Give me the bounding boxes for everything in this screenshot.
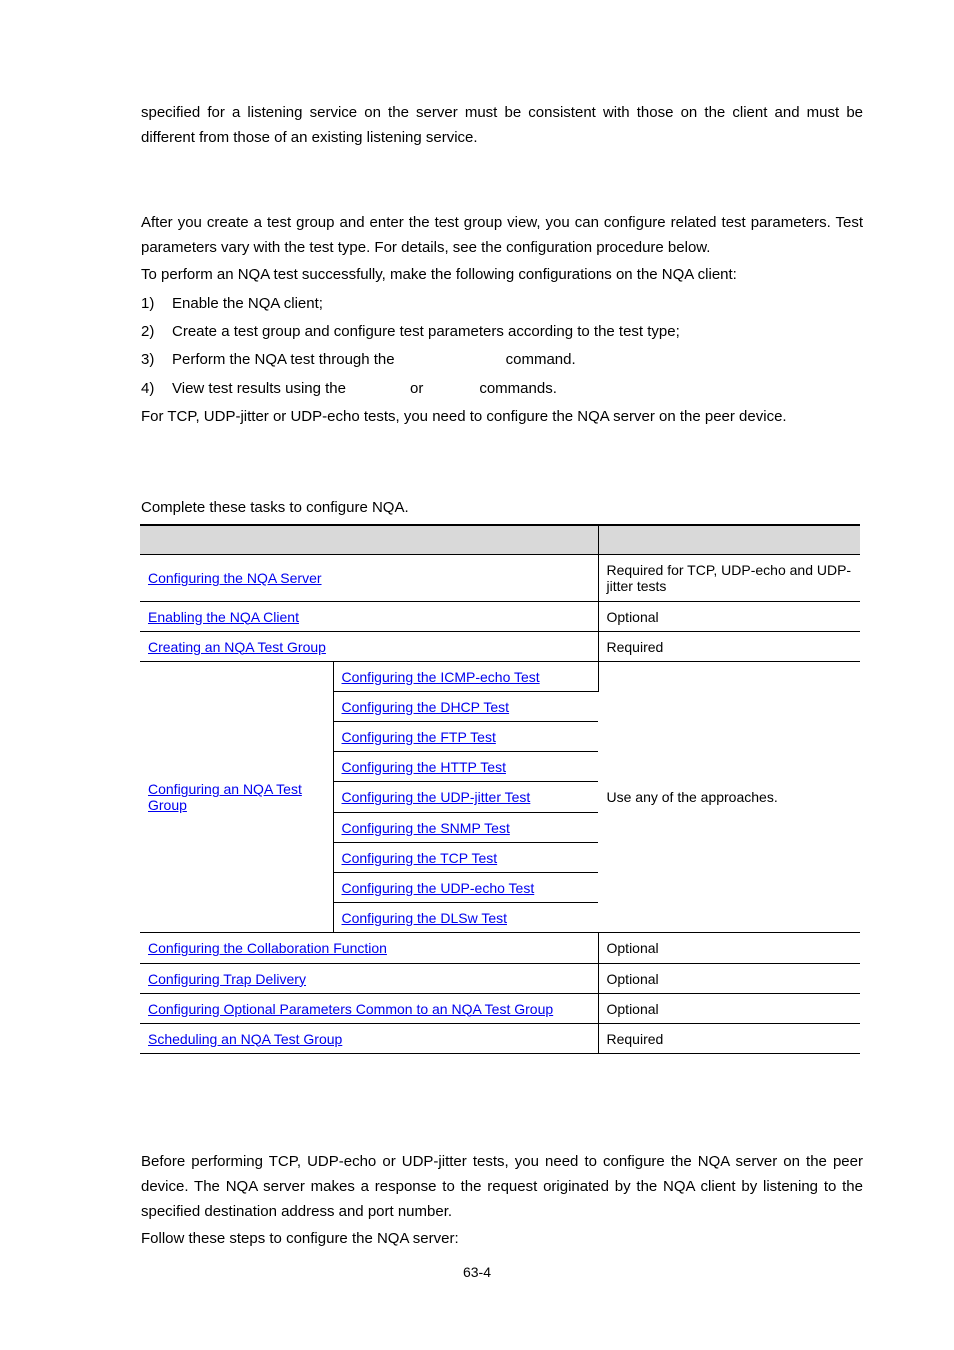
- table-row: [140, 994, 860, 1024]
- link-http-test[interactable]: Configuring the HTTP Test: [341, 758, 506, 775]
- link-optional-parameters[interactable]: Configuring Optional Parameters Common to an NQA Test Group: [148, 1000, 554, 1017]
- table-row: [140, 964, 860, 994]
- remark-cell: Optional: [598, 602, 860, 632]
- link-trap-delivery[interactable]: Configuring Trap Delivery: [148, 970, 306, 987]
- link-collaboration-function[interactable]: Configuring the Collaboration Function: [148, 940, 387, 956]
- table-row: [140, 1024, 860, 1054]
- remark-cell: Use any of the approaches.: [598, 662, 860, 933]
- server-intro-paragraph: Before performing TCP, UDP-echo or UDP-jitter tests, you need to configure the NQA server on the peer device. The NQA server makes a response to the request originated by the NQA client by listening to the specified destination address and port number.: [141, 1153, 863, 1220]
- link-udp-jitter-test[interactable]: Configuring the UDP-jitter Test: [341, 789, 531, 805]
- config-requirements-text: To perform an NQA test successfully, make the following configurations on the NQA client:: [141, 266, 737, 283]
- table-row: [140, 933, 860, 964]
- task-list-intro: Complete these tasks to configure NQA.: [141, 499, 409, 516]
- table-header-row: [140, 525, 860, 555]
- remark-cell: Required: [598, 1024, 860, 1054]
- table-row: [140, 662, 860, 692]
- remark-cell: Required for TCP, UDP-echo and UDP-jitter tests: [598, 555, 860, 602]
- link-udp-echo-test[interactable]: Configuring the UDP-echo Test: [341, 879, 535, 896]
- link-scheduling-nqa-test-group[interactable]: Scheduling an NQA Test Group: [148, 1030, 343, 1047]
- link-tcp-test[interactable]: Configuring the TCP Test: [341, 849, 498, 866]
- server-steps-intro: Follow these steps to configure the NQA server:: [141, 1230, 459, 1247]
- config-intro-paragraph: After you create a test group and enter the test group view, you can configure related test parameters. Test parameters vary with the test type. For details, see the configuration procedure below.: [141, 214, 863, 256]
- remark-cell: Optional: [598, 964, 860, 994]
- remark-cell: Optional: [598, 933, 860, 964]
- link-enabling-nqa-client[interactable]: Enabling the NQA Client: [148, 608, 299, 625]
- link-icmp-echo-test[interactable]: Configuring the ICMP-echo Test: [341, 668, 540, 685]
- page-number: 63-4: [462, 1264, 492, 1280]
- server-requirement-text: For TCP, UDP-jitter or UDP-echo tests, you need to configure the NQA server on the peer device.: [141, 408, 787, 425]
- document-page: specified for a listening service on the server must be consistent with those on the client and must be different from those of an existing listening service. After you create a test group and enter the test group view, you can configure related test parameters. Test parameters vary with the test type. For details, see the configuration procedure below. To perform an NQA test successfully, make the following configurations on the NQA client: 1) Enable the NQA client; 2) Create a test group and configure test parameters according to the test type; 3) Perform the NQA test through the command. 4) View test results using the or commands. For TCP, UDP-jitter or UDP-echo tests, you need to configure the NQA server on the peer device. Complete these tasks to configure NQA. Configuring the NQA Server Required for TCP, UDP-echo and UDP-jitter tests Enabling the NQA Client Optional Creating an NQA Test Group Required Configuring an NQA Test Group Configuring the ICMP-echo Test Use any of the approaches. Configuring the DHCP Test Configuring the FTP Test Configuring the HTTP Test Configuring the UDP-jitter Test Configuring the SNMP Test Configuring the TCP Test Configuring the UDP-echo Test Configuring the DLSw Test Configuring the Collaboration Function Optional Configuring Trap Delivery Optional Configuring Optional Parameters Common to an NQA Test Group Optional Scheduling an NQA Test Group Required Before performing TCP, UDP-echo or UDP-jitter tests, you need to configure the NQA server on the peer device. The NQA server makes a response to the request originated by the NQA client by listening to the specified destination address and port number. Follow these steps to configure the NQA server: 63-4: [0, 0, 954, 1350]
- task-table: [140, 524, 860, 1054]
- link-configuring-nqa-server[interactable]: Configuring the NQA Server: [148, 570, 322, 586]
- remark-cell: Optional: [598, 994, 860, 1024]
- table-row: [140, 632, 860, 662]
- link-creating-nqa-test-group[interactable]: Creating an NQA Test Group: [148, 638, 326, 655]
- header-cell-task: [140, 525, 598, 555]
- link-snmp-test[interactable]: Configuring the SNMP Test: [341, 819, 510, 836]
- header-cell-remarks: [598, 525, 860, 555]
- link-dlsw-test[interactable]: Configuring the DLSw Test: [341, 909, 507, 926]
- table-row: [140, 555, 860, 602]
- link-dhcp-test[interactable]: Configuring the DHCP Test: [341, 698, 510, 715]
- remark-cell: Required: [598, 632, 860, 662]
- table-row: [140, 602, 860, 632]
- link-ftp-test[interactable]: Configuring the FTP Test: [341, 728, 496, 745]
- link-configuring-nqa-test-group[interactable]: Configuring an NQA Test Group: [148, 781, 302, 813]
- intro-paragraph: specified for a listening service on the server must be consistent with those on the client and must be different from those of an existing listening service.: [141, 104, 863, 146]
